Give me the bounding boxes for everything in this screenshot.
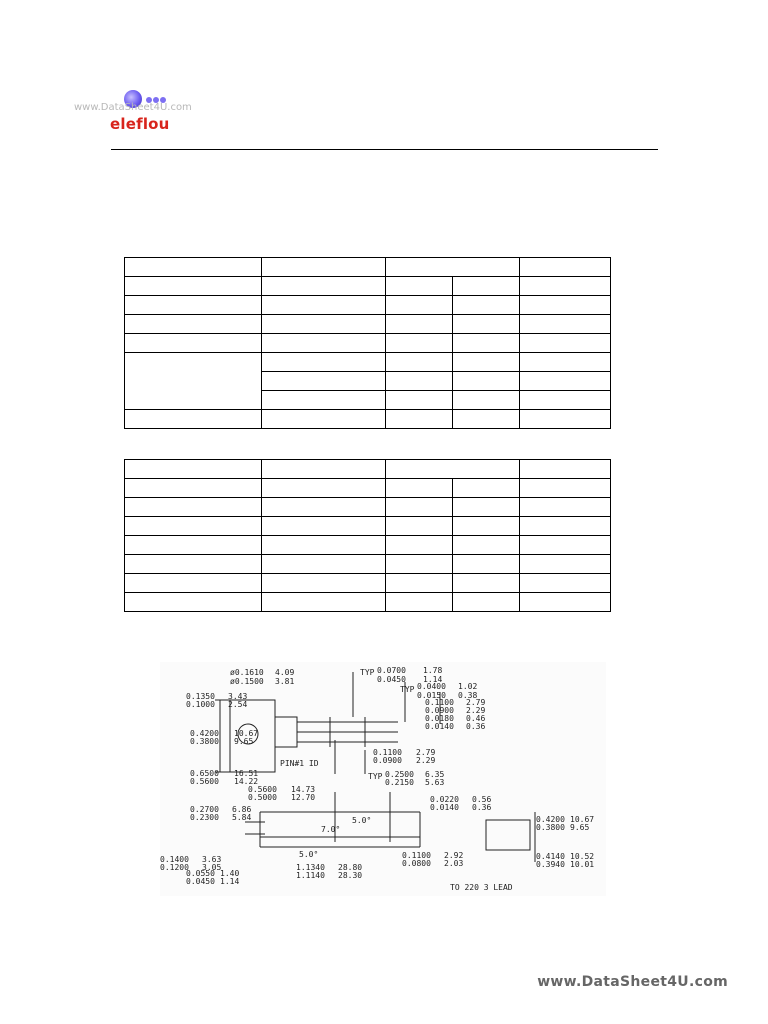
svg-text:28.30: 28.30 <box>338 871 363 880</box>
header-divider <box>111 149 658 150</box>
table-row <box>125 296 611 315</box>
angle-label: 7.0° <box>321 825 341 834</box>
svg-text:0.36: 0.36 <box>466 722 486 731</box>
svg-text:ø0.1500: ø0.1500 <box>230 677 264 686</box>
table-row <box>125 315 611 334</box>
table-row <box>125 555 611 574</box>
table-row <box>125 574 611 593</box>
svg-text:0.4140: 0.4140 <box>536 852 565 861</box>
svg-text:2.29: 2.29 <box>416 756 436 765</box>
svg-text:1.02: 1.02 <box>458 682 478 691</box>
svg-text:14.73: 14.73 <box>291 785 316 794</box>
svg-text:0.0140: 0.0140 <box>430 803 459 812</box>
svg-text:0.0150: 0.0150 <box>417 691 446 700</box>
svg-text:10.01: 10.01 <box>570 860 595 869</box>
svg-text:12.70: 12.70 <box>291 793 316 802</box>
svg-text:1.14: 1.14 <box>423 675 443 684</box>
svg-text:0.0450: 0.0450 <box>377 675 406 684</box>
svg-text:0.0900: 0.0900 <box>373 756 402 765</box>
svg-text:6.86: 6.86 <box>232 805 252 814</box>
svg-text:TYP: TYP <box>368 772 383 781</box>
spec-table-1 <box>124 257 611 429</box>
svg-text:0.4200: 0.4200 <box>190 729 219 738</box>
svg-text:0.3940: 0.3940 <box>536 860 565 869</box>
svg-text:9.65: 9.65 <box>234 737 254 746</box>
svg-text:0.38: 0.38 <box>458 691 478 700</box>
svg-text:1.1340: 1.1340 <box>296 863 325 872</box>
svg-text:0.0140: 0.0140 <box>425 722 454 731</box>
svg-text:0.6500: 0.6500 <box>190 769 219 778</box>
table-row <box>125 353 611 372</box>
pin1-label: PIN#1 ID <box>280 759 319 768</box>
svg-text:0.1100: 0.1100 <box>402 851 431 860</box>
svg-text:0.1100: 0.1100 <box>425 698 454 707</box>
svg-text:28.80: 28.80 <box>338 863 363 872</box>
svg-text:0.2150: 0.2150 <box>385 778 414 787</box>
svg-text:0.2500: 0.2500 <box>385 770 414 779</box>
table-cell <box>520 258 611 277</box>
svg-text:TYP: TYP <box>400 685 415 694</box>
svg-text:5.84: 5.84 <box>232 813 252 822</box>
footer-watermark: www.DataSheet4U.com <box>537 974 728 990</box>
svg-text:0.1200: 0.1200 <box>160 863 189 872</box>
svg-text:ø0.1610: ø0.1610 <box>230 668 264 677</box>
svg-text:5.63: 5.63 <box>425 778 445 787</box>
svg-text:2.92: 2.92 <box>444 851 464 860</box>
header-watermark: www.DataSheet4U.com <box>74 102 192 113</box>
svg-text:3.63: 3.63 <box>202 855 222 864</box>
svg-text:9.65: 9.65 <box>570 823 590 832</box>
svg-text:0.5600: 0.5600 <box>190 777 219 786</box>
svg-text:2.29: 2.29 <box>466 706 486 715</box>
angle-label: 5.0° <box>299 850 319 859</box>
svg-text:0.36: 0.36 <box>472 803 492 812</box>
svg-text:0.0900: 0.0900 <box>425 706 454 715</box>
svg-text:0.1400: 0.1400 <box>160 855 189 864</box>
svg-text:TYP: TYP <box>360 668 375 677</box>
svg-text:10.52: 10.52 <box>570 852 595 861</box>
svg-text:0.0700: 0.0700 <box>377 666 406 675</box>
svg-text:2.03: 2.03 <box>444 859 464 868</box>
brand-name: eleflou <box>110 115 170 133</box>
table-header-row <box>125 460 611 479</box>
spec-table-2 <box>124 459 611 612</box>
table-header-row <box>125 258 611 277</box>
svg-text:1.14: 1.14 <box>220 877 240 886</box>
table-row <box>125 593 611 612</box>
svg-text:1.78: 1.78 <box>423 666 443 675</box>
table-row <box>125 517 611 536</box>
svg-text:2.79: 2.79 <box>466 698 486 707</box>
svg-text:2.54: 2.54 <box>228 700 248 709</box>
svg-text:0.2300: 0.2300 <box>190 813 219 822</box>
svg-text:2.79: 2.79 <box>416 748 436 757</box>
svg-text:3.81: 3.81 <box>275 677 295 686</box>
angle-label: 5.0° <box>352 816 372 825</box>
svg-text:0.4200: 0.4200 <box>536 815 565 824</box>
svg-text:0.1350: 0.1350 <box>186 692 215 701</box>
svg-text:3.05: 3.05 <box>202 863 222 872</box>
svg-text:0.5000: 0.5000 <box>248 793 277 802</box>
svg-text:14.22: 14.22 <box>234 777 259 786</box>
svg-text:0.3800: 0.3800 <box>536 823 565 832</box>
svg-text:1.1140: 1.1140 <box>296 871 325 880</box>
svg-text:0.3800: 0.3800 <box>190 737 219 746</box>
table-row <box>125 498 611 517</box>
table-cell <box>386 258 520 277</box>
svg-text:4.09: 4.09 <box>275 668 295 677</box>
table-row <box>125 479 611 498</box>
svg-text:0.5600: 0.5600 <box>248 785 277 794</box>
svg-text:0.0400: 0.0400 <box>417 682 446 691</box>
end-view <box>486 820 530 850</box>
svg-text:0.0180: 0.0180 <box>425 714 454 723</box>
svg-text:0.0800: 0.0800 <box>402 859 431 868</box>
svg-text:0.0550: 0.0550 <box>186 869 215 878</box>
svg-text:16.51: 16.51 <box>234 769 259 778</box>
drawing-caption: TO 220 3 LEAD <box>450 883 513 892</box>
to220-drawing <box>160 662 606 896</box>
svg-text:0.46: 0.46 <box>466 714 486 723</box>
svg-text:6.35: 6.35 <box>425 770 445 779</box>
svg-text:0.2700: 0.2700 <box>190 805 219 814</box>
table-cell <box>262 258 386 277</box>
svg-text:10.67: 10.67 <box>234 729 259 738</box>
svg-text:0.0450: 0.0450 <box>186 877 215 886</box>
svg-text:1.40: 1.40 <box>220 869 240 878</box>
svg-text:0.1000: 0.1000 <box>186 700 215 709</box>
svg-text:0.0220: 0.0220 <box>430 795 459 804</box>
svg-text:0.1100: 0.1100 <box>373 748 402 757</box>
table-row <box>125 334 611 353</box>
table-cell <box>125 258 262 277</box>
svg-text:3.43: 3.43 <box>228 692 248 701</box>
table-row <box>125 536 611 555</box>
svg-text:10.67: 10.67 <box>570 815 595 824</box>
table-cell <box>125 353 262 410</box>
svg-text:0.56: 0.56 <box>472 795 492 804</box>
table-row <box>125 277 611 296</box>
package-outline-drawing <box>160 662 606 896</box>
table-row <box>125 410 611 429</box>
